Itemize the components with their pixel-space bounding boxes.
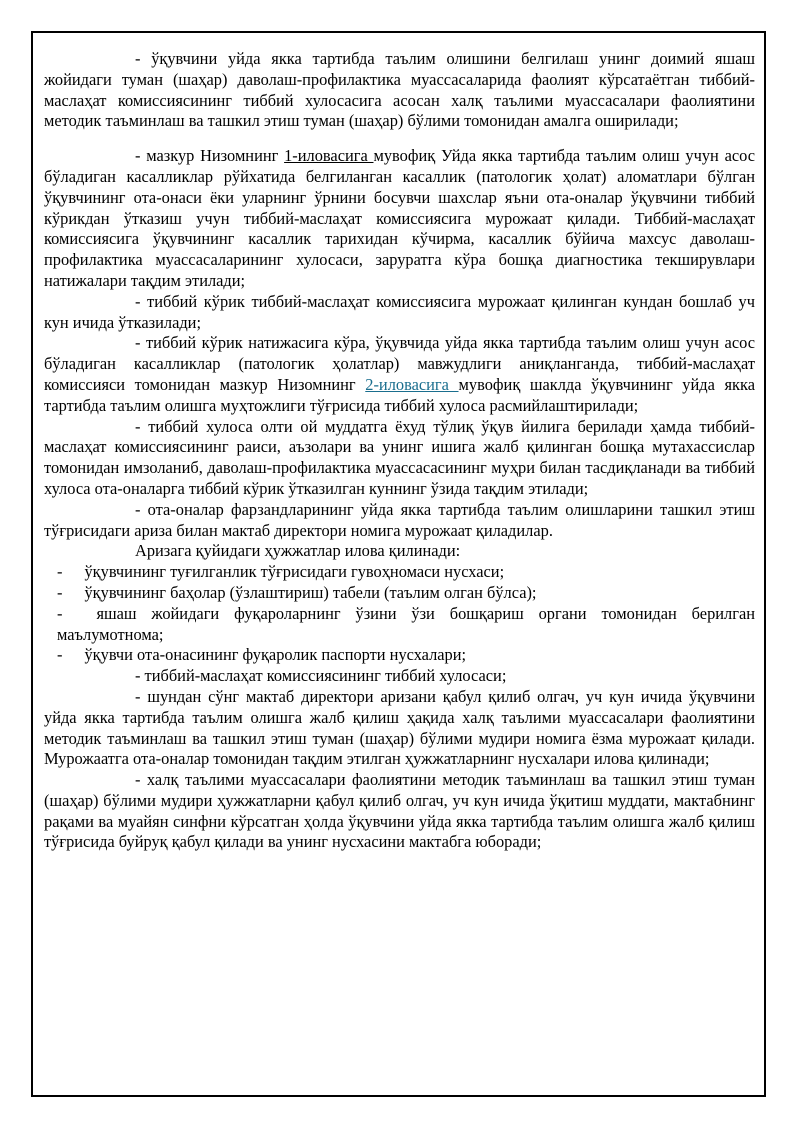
paragraph-text: Аризага қуйидаги ҳужжатлар илова қилинади: [135,541,461,561]
paragraph-text: - ота-оналар фарзандларининг уйда якка тартибда таълим олишларини ташкил этиш тўғрисидаги ариза билан мактаб директори номига мурожаат қиладилар. [44,499,755,540]
list-item-text: ўқувчининг баҳолар (ўзлаштириш) табели (таълим олган бўлса); [84,582,537,602]
list-item-text: ўқувчи ота-онасининг фуқаролик паспорти нусхалари; [84,645,467,665]
paragraph [44,292,755,334]
paragraph-text: - тиббий хулоса олти ой муддатга ёхуд тўлиқ ўқув йилига берилади ҳамда тиббий-маслаҳат комиссиясининг раиси, аъзолари ва унинг ишига жалб қилинган бошқа мутахассислар томонидан имзоланиб, даволаш-профилактика муассасасининг муҳри билан тасдиқланади ва тиббий хулоса ота-оналарга тиббий кўрик ўтказилган куннинг ўзида тақдим этилади; [44,416,755,498]
paragraph [44,770,755,853]
paragraph [44,146,755,292]
paragraph-text: - мазкур Низомнинг [135,146,285,166]
list-bullet: - [57,582,63,602]
list-bullet: - [57,645,63,665]
paragraph-text: - шундан сўнг мактаб директори аризани қабул қилиб олгач, уч кун ичида ўқувчини уйда якка тартибда таълим олишга жалб қилиш ҳақида халқ таълими муассасалари фаолиятини методик таъминлаш ва ташкил этиш туман (шаҳар) бўлими мудири номига ёзма мурожаат қилади. Мурожаатга ота-оналар томонидан тақдим этилган ҳужжатларнинг нусхалари илова қилинади; [44,686,755,769]
paragraph-text: - тиббий-маслаҳат комиссиясининг тиббий хулосаси; [135,666,507,686]
list-bullet: - [57,603,63,623]
list-item [44,562,755,583]
annex-1-link[interactable]: 1-иловасига [284,146,374,166]
paragraph [44,666,755,687]
paragraph-text: - ўқувчини уйда якка тартибда таълим олишини белгилаш унинг доимий яшаш жойидаги туман (шаҳар) даволаш-профилактика муассасаларида фаолият кўрсатаётган тиббий-маслаҳат комиссиясининг тиббий хулосасига асосан халқ таълими муассасалари фаолиятини методик таъминлаш ва ташкил этиш туман (шаҳар) бўлими томонидан амалга оширилади; [44,49,755,131]
list-item [44,645,755,666]
paragraph-text: - тиббий кўрик натижасига кўра, ўқувчида уйда якка тартибда таълим олиш учун асос бўладиган касалликлар (патологик ҳолатлар) мавжудлиги аниқланганда, тиббий-маслаҳат комиссияси томонидан мазкур Низомнинг [44,333,755,394]
paragraph [44,333,755,416]
annex-2-link[interactable]: 2-иловасига [365,374,459,394]
paragraph [44,417,755,500]
paragraph [44,49,755,132]
paragraph-text: мувофиқ шаклда ўқувчининг уйда якка тартибда таълим олишга муҳтожлиги тўғрисида тиббий хулоса расмийлаштирилади; [44,374,755,415]
paragraph-text: мувофиқ Уйда якка тартибда таълим олиш учун асос бўладиган касалликлар рўйхатида белгиланган касаллик (патологик ҳолат) аломатлари бўлган ўқувчининг ота-онаси ёки уларнинг ўрнини босувчи шахслар яъни ота-оналар ўқувчини тиббий кўрикдан ўтказиш учун тиббий-маслаҳат комиссиясига мурожаат қилади. Тиббий-маслаҳат комиссиясига ўқувчининг касаллик тарихидан кўчирма, касаллик бўйича махсус даволаш-профилактика муассасаларининг хулосаси, заруратга кўра бошқа диагностика текширувлари натижалари тақдим этилади; [44,146,755,290]
list-item-text: яшаш жойидаги фуқароларнинг ўзини ўзи бошқариш органи томонидан берилган маълумотнома; [57,603,755,644]
list-item [44,583,755,604]
paragraph-text: - тиббий кўрик тиббий-маслаҳат комиссиясига мурожаат қилинган кундан бошлаб уч кун ичида ўтказилади; [44,291,755,332]
paragraph [44,500,755,542]
paragraph-text: - халқ таълими муассасалари фаолиятини методик таъминлаш ва ташкил этиш туман (шаҳар) бўлими мудири ҳужжатларни қабул қилиб олгач, уч кун ичида ўқитиш муддати, мактабнинг рақами ва муайян синфни кўрсатган ҳолда ўқувчини уйда якка тартибда таълим олишга жалб қилиш тўғрисида буйруқ қабул қилади ва унинг нусхасини мактабга юборади; [44,770,755,852]
document-body [44,49,755,853]
list-item [44,604,755,646]
paragraph [44,541,755,562]
list-bullet: - [57,562,63,582]
paragraph [44,687,755,770]
list-item-text: ўқувчининг туғилганлик тўғрисидаги гувоҳномаси нусхаси; [84,562,505,582]
